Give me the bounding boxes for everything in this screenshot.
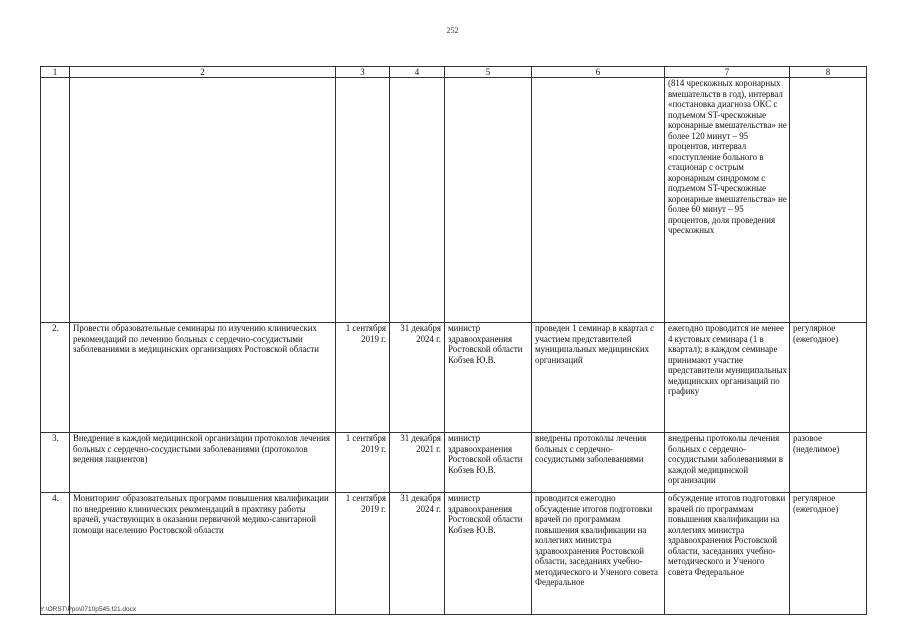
result-cell: проводится ежегодно обсуждение итогов подготовки врачей по программам повышения квалификации на коллегиях министра здравоохранения Ростовской области, заседаниях учебно-методического и Ученого совета Федеральное	[532, 493, 665, 615]
plan-table	[40, 66, 867, 615]
responsible-cell: министр здравоохранения Ростовской области Кобзев Ю.В.	[445, 493, 532, 615]
type-cell: регулярное (ежегодное)	[790, 323, 867, 433]
header-col-2: 2	[70, 67, 336, 78]
result-cell: внедрены протоколы лечения больных с сердечно-сосудистыми заболеваниями	[532, 433, 665, 493]
header-col-3: 3	[336, 67, 390, 78]
end-date-cell: 31 декабря 2024 г.	[390, 323, 445, 433]
header-col-5: 5	[445, 67, 532, 78]
end-date-cell: 31 декабря 2024 г.	[390, 493, 445, 615]
activity-cell: Мониторинг образовательных программ повышения квалификации по внедрению клинических рекомендаций в практику работы врачей, участвующих в оказании первичной медико-санитарной помощи населению Ростовской области	[70, 493, 336, 615]
activity-cell	[70, 78, 336, 323]
type-cell	[790, 78, 867, 323]
start-date-cell: 1 сентября 2019 г.	[336, 493, 390, 615]
row-number: 4.	[41, 493, 70, 615]
start-date-cell	[336, 78, 390, 323]
result-cell: проведен 1 семинар в квартал с участием представителей муниципальных медицинских организаций	[532, 323, 665, 433]
type-cell: разовое (неделимое)	[790, 433, 867, 493]
indicator-cell: обсуждение итогов подготовки врачей по программам повышения квалификации на коллегиях министра здравоохранения Ростовской области, заседаниях учебно-методического и Ученого совета Федеральное	[665, 493, 790, 615]
header-col-7: 7	[665, 67, 790, 78]
row-number: 3.	[41, 433, 70, 493]
type-cell: регулярное (ежегодное)	[790, 493, 867, 615]
table-row	[41, 323, 867, 433]
row-number	[41, 78, 70, 323]
activity-cell: Внедрение в каждой медицинской организации протоколов лечения больных с сердечно-сосудистыми заболеваниями (протоколов ведения пациентов)	[70, 433, 336, 493]
header-col-1: 1	[41, 67, 70, 78]
page-number: 252	[446, 26, 459, 35]
responsible-cell: министр здравоохранения Ростовской области Кобзев Ю.В.	[445, 323, 532, 433]
document-path-footer: Y:\ORST\Ppo\0710p545.f21.docx	[40, 606, 137, 613]
result-cell	[532, 78, 665, 323]
responsible-cell: министр здравоохранения Ростовской области Кобзев Ю.В.	[445, 433, 532, 493]
indicator-cell: (814 чрескожных коронарных вмешательств в год), интервал «постановка диагноза ОКС с подъемом ST-чрескожные коронарные вмешательства» не более 120 минут – 95 процентов, интервал «поступление больного в стационар с острым коронарным синдромом с подъемом ST-чрескожные коронарные вмешательства» не более 60 минут – 95 процентов, доля проведения чрескожных	[665, 78, 790, 323]
row-number: 2.	[41, 323, 70, 433]
table-row	[41, 433, 867, 493]
indicator-cell: внедрены протоколы лечения больных с сердечно-сосудистыми заболеваниями в каждой медицинской организации	[665, 433, 790, 493]
activity-cell: Провести образовательные семинары по изучению клинических рекомендаций по лечению больных с сердечно-сосудистыми заболеваниями в медицинских организациях Ростовской области	[70, 323, 336, 433]
header-col-6: 6	[532, 67, 665, 78]
table-row	[41, 78, 867, 323]
end-date-cell	[390, 78, 445, 323]
indicator-cell: ежегодно проводится не менее 4 кустовых семинара (1 в квартал); в каждом семинаре принимают участие представители муниципальных медицинских организаций по графику	[665, 323, 790, 433]
start-date-cell: 1 сентября 2019 г.	[336, 323, 390, 433]
table-row	[41, 493, 867, 615]
start-date-cell: 1 сентября 2019 г.	[336, 433, 390, 493]
header-col-4: 4	[390, 67, 445, 78]
responsible-cell	[445, 78, 532, 323]
header-row	[41, 67, 867, 78]
end-date-cell: 31 декабря 2021 г.	[390, 433, 445, 493]
header-col-8: 8	[790, 67, 867, 78]
